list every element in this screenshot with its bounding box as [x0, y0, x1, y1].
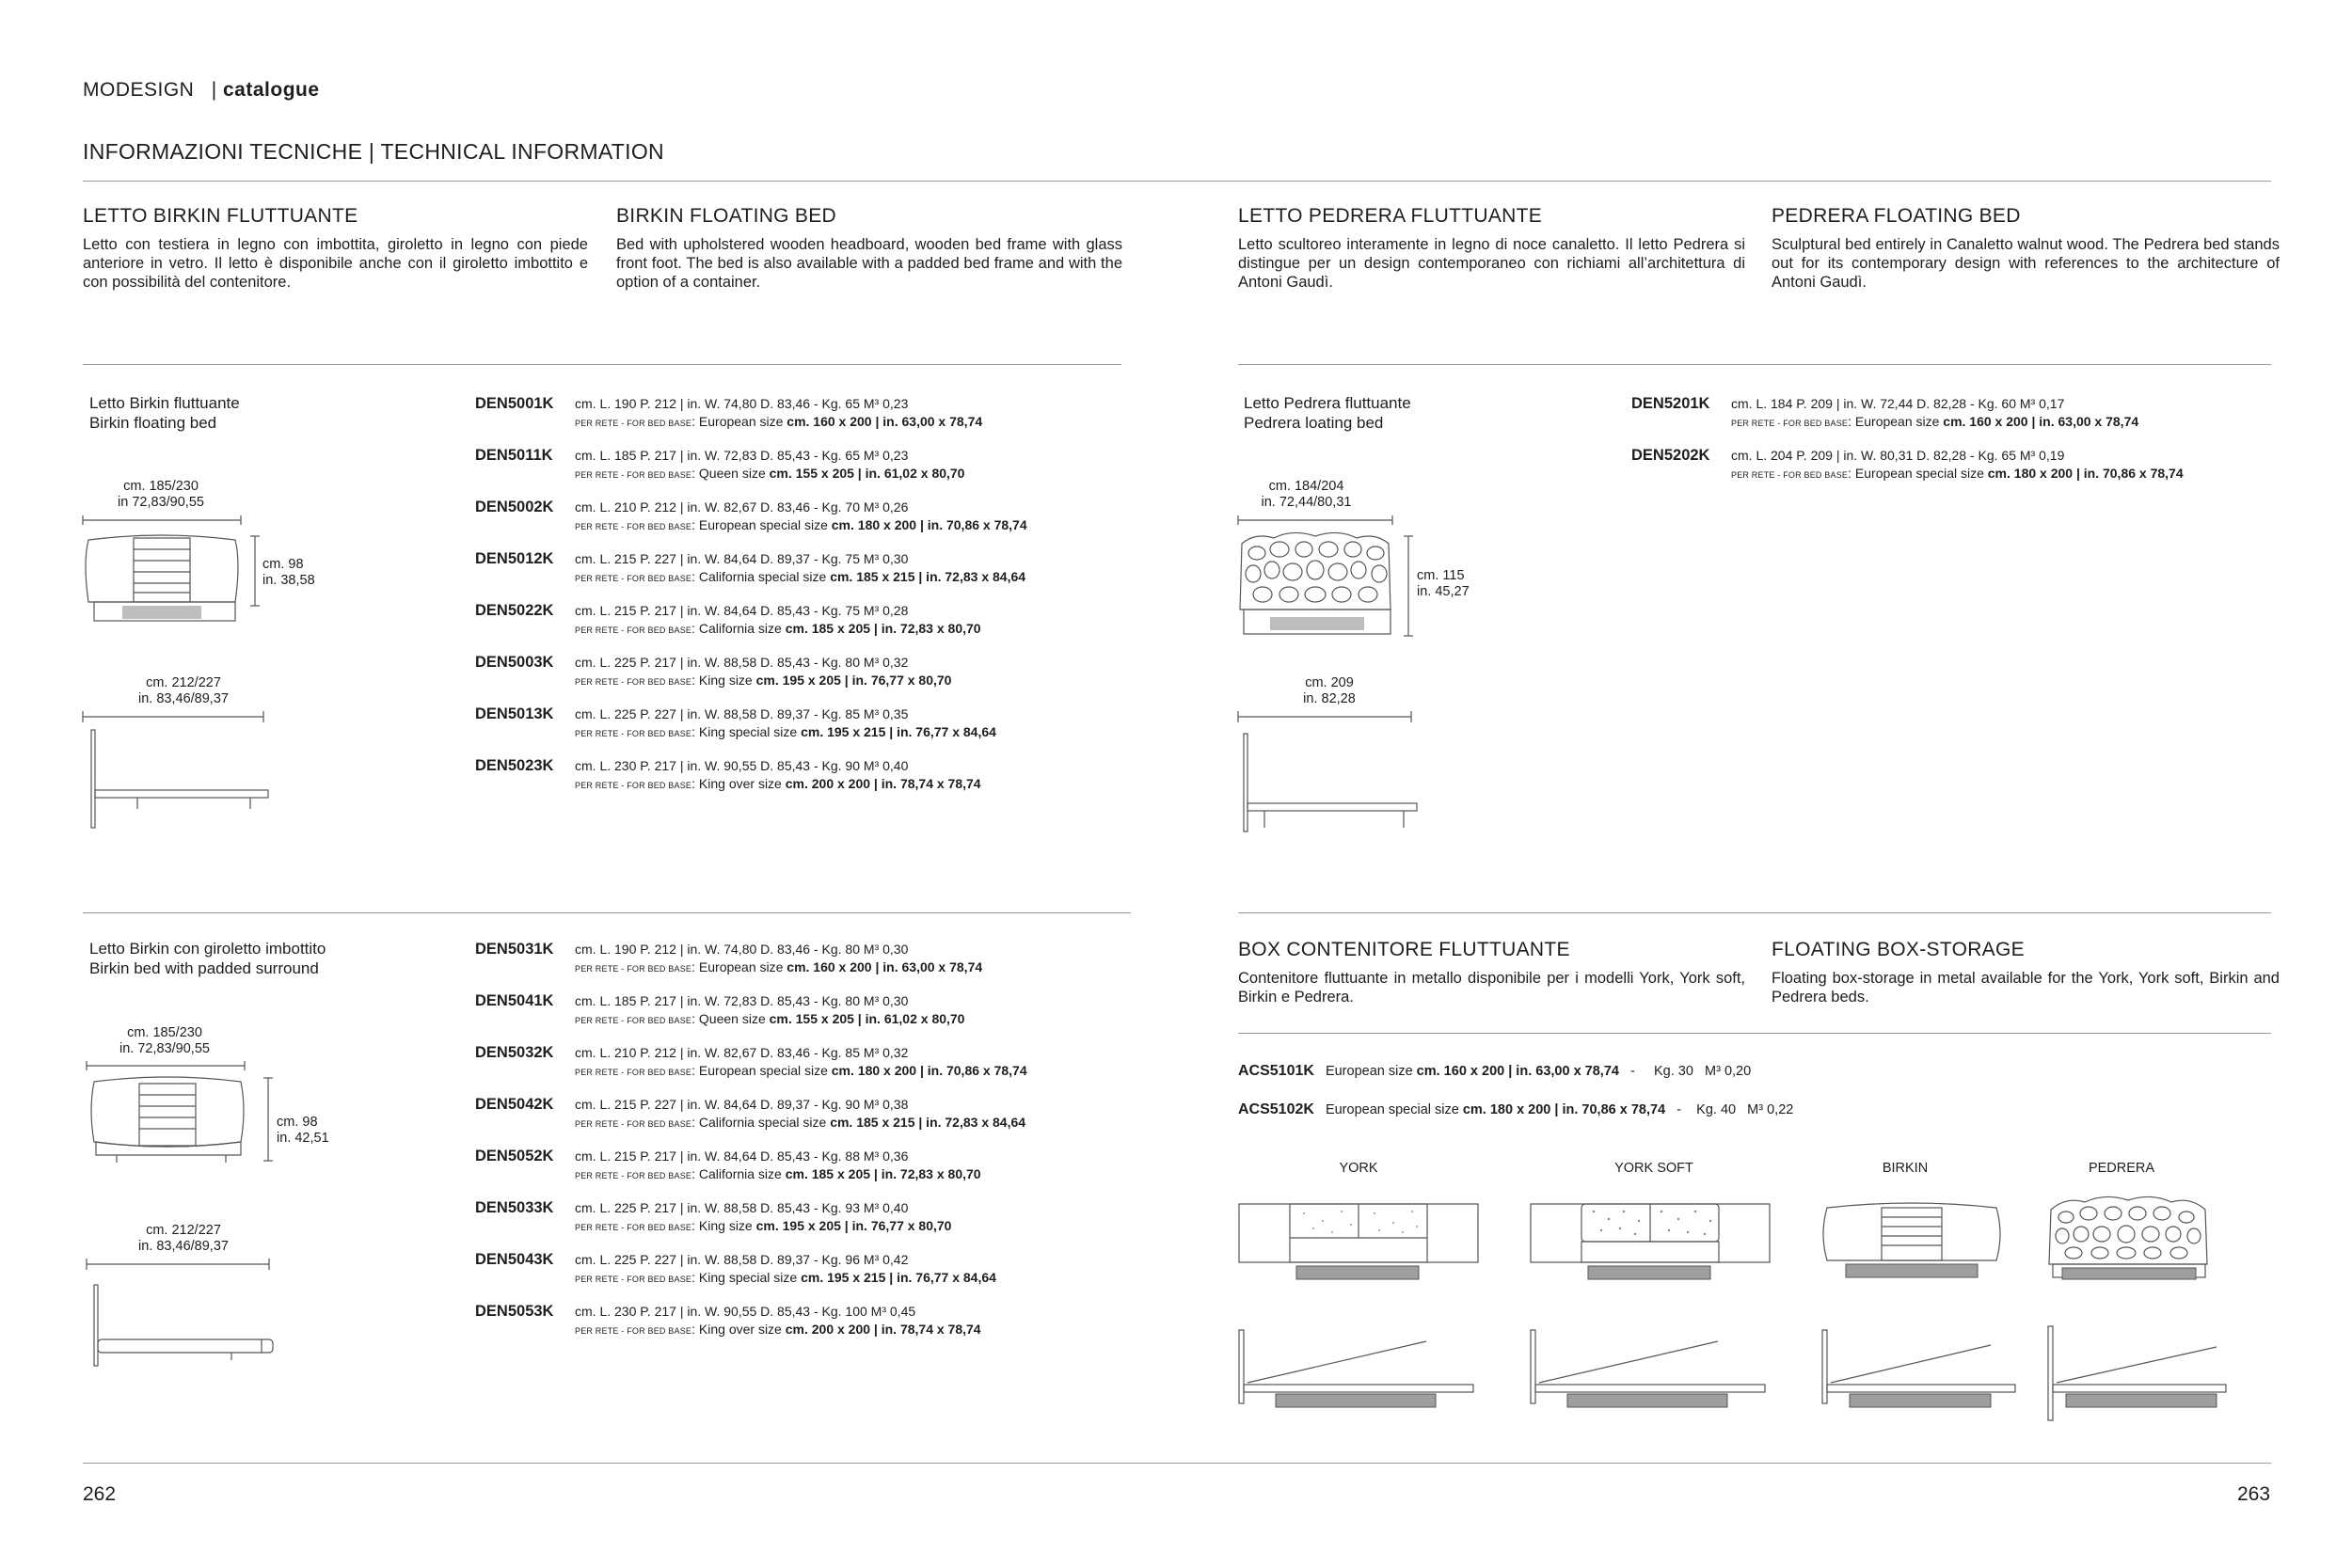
- spec-measures: cm. L. 225 P. 217 | in. W. 88,58 D. 85,43 - Kg. 80 M³ 0,32: [575, 655, 909, 670]
- york-soft-box-front-drawing: [1530, 1200, 1774, 1285]
- spec-bed-base: [575, 1063, 1027, 1078]
- brand-separator: |: [211, 79, 217, 101]
- spec-code: DEN5001K: [475, 395, 554, 412]
- bed-base-prefix: PER RETE - FOR BED BASE: [575, 781, 692, 790]
- bed-dims: cm. 160 x 200 | in. 63,00 x 78,74: [1943, 414, 2139, 429]
- bed-size: : King size: [691, 673, 756, 688]
- bed-dims: cm. 185 x 205 | in. 72,83 x 80,70: [785, 1166, 981, 1181]
- box-size: European size: [1325, 1064, 1417, 1079]
- bed-base-prefix: PER RETE - FOR BED BASE: [575, 964, 692, 974]
- box-code: ACS5102K: [1238, 1101, 1314, 1117]
- height-in: in. 38,58: [262, 573, 315, 588]
- spec-measures: cm. L. 230 P. 217 | in. W. 90,55 D. 85,43 - Kg. 100 M³ 0,45: [575, 1304, 916, 1319]
- width-in: in. 72,44/80,31: [1261, 495, 1352, 510]
- spec-code: DEN5201K: [1631, 395, 1710, 412]
- bed-dims: cm. 195 x 205 | in. 76,77 x 80,70: [755, 673, 952, 688]
- birkin-padded-label: [89, 939, 326, 978]
- spec-measures: cm. L. 215 P. 227 | in. W. 84,64 D. 89,37 - Kg. 75 M³ 0,30: [575, 551, 909, 566]
- birkin-title-en: BIRKIN FLOATING BED: [616, 205, 837, 227]
- spec-bed-base: [575, 517, 1027, 532]
- width-in: in 72,83/90,55: [118, 495, 204, 510]
- length-cm: cm. 212/227: [146, 675, 221, 690]
- length-in: in. 83,46/89,37: [138, 1239, 229, 1254]
- bed-size: : California special size: [691, 569, 831, 584]
- birkin-text-en: Bed with upholstered wooden headboard, wooden bed frame with glass front foot. The bed is also available with a padded bed frame and with the option of a container.: [616, 236, 1122, 291]
- spec-measures: cm. L. 190 P. 212 | in. W. 74,80 D. 83,46 - Kg. 80 M³ 0,30: [575, 942, 909, 957]
- birkin-box-front-drawing: [1821, 1200, 2010, 1285]
- spec-bed-base: [575, 466, 964, 481]
- pedrera-title-it: LETTO PEDRERA FLUTTUANTE: [1238, 205, 1543, 227]
- pedrera-box-side-drawing: [2047, 1326, 2235, 1420]
- bed-size: : European size: [1848, 414, 1944, 429]
- bed-size: : European size: [691, 414, 787, 429]
- bed-base-prefix: PER RETE - FOR BED BASE: [575, 1275, 692, 1284]
- length-in: in. 83,46/89,37: [138, 691, 229, 706]
- divider-birkin-top: [83, 364, 1121, 365]
- birkin-padded-side-drawing: [85, 1259, 292, 1371]
- page-number-left: 262: [83, 1483, 117, 1505]
- bed-base-prefix: PER RETE - FOR BED BASE: [575, 1223, 692, 1232]
- box-title-en: FLOATING BOX-STORAGE: [1772, 939, 2025, 960]
- box-spec-row: [1238, 1063, 1751, 1080]
- spec-measures: cm. L. 215 P. 217 | in. W. 84,64 D. 85,43 - Kg. 75 M³ 0,28: [575, 603, 909, 618]
- spec-measures: cm. L. 225 P. 227 | in. W. 88,58 D. 89,37 - Kg. 85 M³ 0,35: [575, 706, 909, 721]
- bed-dims: cm. 195 x 205 | in. 76,77 x 80,70: [755, 1218, 952, 1233]
- height-cm: cm. 98: [262, 557, 304, 572]
- spec-code: DEN5011K: [475, 447, 553, 464]
- bed-base-prefix: PER RETE - FOR BED BASE: [575, 677, 692, 687]
- pedrera-title-en: PEDRERA FLOATING BED: [1772, 205, 2021, 227]
- spec-code: DEN5202K: [1631, 447, 1710, 464]
- spec-code: DEN5002K: [475, 499, 554, 515]
- bed-dims: cm. 160 x 200 | in. 63,00 x 78,74: [787, 414, 983, 429]
- spec-measures: cm. L. 190 P. 212 | in. W. 74,80 D. 83,46 - Kg. 65 M³ 0,23: [575, 396, 909, 411]
- divider-pedrera-top: [1238, 364, 2271, 365]
- bed-size: : Queen size: [691, 466, 770, 481]
- bed-dims: cm. 185 x 205 | in. 72,83 x 80,70: [785, 621, 981, 636]
- brand-header: [83, 79, 320, 102]
- height-in: in. 42,51: [277, 1131, 329, 1146]
- bed-size: : King size: [691, 1218, 756, 1233]
- spec-measures: cm. L. 225 P. 227 | in. W. 88,58 D. 89,37 - Kg. 96 M³ 0,42: [575, 1252, 909, 1267]
- spec-bed-base: [575, 1115, 1025, 1130]
- box-dims: cm. 180 x 200 | in. 70,86 x 78,74: [1462, 1102, 1666, 1117]
- bed-dims: cm. 195 x 215 | in. 76,77 x 84,64: [801, 1270, 996, 1285]
- bed-base-prefix: PER RETE - FOR BED BASE: [575, 1119, 692, 1129]
- model-label-pedrera: PEDRERA: [2088, 1161, 2155, 1176]
- box-dims: cm. 160 x 200 | in. 63,00 x 78,74: [1416, 1064, 1619, 1079]
- spec-code: DEN5031K: [475, 941, 554, 958]
- bed-size: : King over size: [691, 1322, 786, 1337]
- bed-base-prefix: PER RETE - FOR BED BASE: [575, 522, 692, 531]
- bed-base-prefix: PER RETE - FOR BED BASE: [575, 419, 692, 428]
- width-cm: cm. 185/230: [127, 1025, 202, 1040]
- pedrera-floating-height: [1417, 568, 1470, 600]
- width-cm: cm. 184/204: [1268, 479, 1344, 494]
- bed-base-prefix: PER RETE - FOR BED BASE: [575, 1326, 692, 1336]
- bed-dims: cm. 200 x 200 | in. 78,74 x 78,74: [785, 776, 981, 791]
- bed-size: : European special size: [691, 517, 832, 532]
- spec-code: DEN5032K: [475, 1044, 554, 1061]
- bed-size: : European special size: [1848, 466, 1988, 481]
- birkin-padded-height: [277, 1115, 329, 1147]
- spec-measures: cm. L. 185 P. 217 | in. W. 72,83 D. 85,43 - Kg. 80 M³ 0,30: [575, 993, 909, 1008]
- bed-size: : King special size: [691, 1270, 802, 1285]
- spec-bed-base: [575, 673, 951, 688]
- bed-dims: cm. 200 x 200 | in. 78,74 x 78,74: [785, 1322, 981, 1337]
- spec-bed-base: [575, 1218, 951, 1233]
- birkin-floating-width: [81, 479, 241, 511]
- bed-base-prefix: PER RETE - FOR BED BASE: [575, 1171, 692, 1180]
- bed-size: : California special size: [691, 1115, 831, 1130]
- spec-bed-base: [575, 1166, 981, 1181]
- bed-dims: cm. 185 x 215 | in. 72,83 x 84,64: [830, 569, 1026, 584]
- spec-code: DEN5012K: [475, 550, 554, 567]
- bed-base-prefix: PER RETE - FOR BED BASE: [1731, 470, 1849, 480]
- spec-bed-base: [575, 1270, 996, 1285]
- birkin-title-it: LETTO BIRKIN FLUTTUANTE: [83, 205, 358, 227]
- york-soft-box-side-drawing: [1530, 1326, 1774, 1420]
- divider-box-specs: [1238, 1033, 2271, 1034]
- box-size: European special size: [1325, 1102, 1463, 1117]
- bed-size: : California size: [691, 621, 786, 636]
- pedrera-floating-label: [1244, 393, 1411, 433]
- bed-dims: cm. 180 x 200 | in. 70,86 x 78,74: [831, 1063, 1027, 1078]
- spec-code: DEN5041K: [475, 992, 554, 1009]
- width-cm: cm. 185/230: [123, 479, 199, 494]
- footer-divider: [83, 1463, 2271, 1464]
- spec-bed-base: [575, 569, 1025, 584]
- spec-measures: cm. L. 215 P. 227 | in. W. 84,64 D. 89,37 - Kg. 90 M³ 0,38: [575, 1097, 909, 1112]
- brand-name: MODESIGN: [83, 79, 195, 101]
- bed-base-prefix: PER RETE - FOR BED BASE: [575, 626, 692, 635]
- birkin-floating-label: [89, 393, 240, 433]
- divider-box: [1238, 912, 2271, 913]
- bed-dims: cm. 180 x 200 | in. 70,86 x 78,74: [831, 517, 1027, 532]
- spec-code: DEN5052K: [475, 1148, 554, 1164]
- bed-dims: cm. 195 x 215 | in. 76,77 x 84,64: [801, 724, 996, 739]
- birkin-floating-height: [262, 557, 315, 589]
- divider-birkin-padded: [83, 912, 1131, 913]
- spec-measures: cm. L. 230 P. 217 | in. W. 90,55 D. 85,43 - Kg. 90 M³ 0,40: [575, 758, 909, 773]
- bed-size: : King special size: [691, 724, 802, 739]
- bed-size: : Queen size: [691, 1011, 770, 1026]
- bed-size: : California size: [691, 1166, 786, 1181]
- page-number-right: 263: [2237, 1483, 2271, 1505]
- spec-code: DEN5022K: [475, 602, 554, 619]
- birkin-floating-side-drawing: [81, 711, 288, 833]
- model-label-york-soft: YORK SOFT: [1614, 1161, 1693, 1176]
- height-cm: cm. 98: [277, 1115, 318, 1130]
- pedrera-floating-label-it: Letto Pedrera fluttuante: [1244, 394, 1411, 412]
- spec-bed-base: [1731, 414, 2138, 429]
- pedrera-floating-label-en: Pedrera loating bed: [1244, 414, 1384, 432]
- model-label-birkin: BIRKIN: [1882, 1161, 1929, 1176]
- birkin-padded-length: [103, 1223, 263, 1255]
- box-weight: - Kg. 40 M³ 0,22: [1665, 1102, 1794, 1117]
- bed-base-prefix: PER RETE - FOR BED BASE: [1731, 419, 1849, 428]
- height-cm: cm. 115: [1417, 568, 1465, 583]
- birkin-floating-label-en: Birkin floating bed: [89, 414, 217, 432]
- length-in: in. 82,28: [1303, 691, 1356, 706]
- pedrera-floating-side-drawing: [1236, 711, 1424, 843]
- spec-measures: cm. L. 185 P. 217 | in. W. 72,83 D. 85,43 - Kg. 65 M³ 0,23: [575, 448, 909, 463]
- bed-base-prefix: PER RETE - FOR BED BASE: [575, 1016, 692, 1025]
- width-in: in. 72,83/90,55: [119, 1041, 210, 1056]
- spec-bed-base: [575, 621, 981, 636]
- birkin-padded-label-it: Letto Birkin con giroletto imbottito: [89, 940, 326, 958]
- bed-size: : King over size: [691, 776, 786, 791]
- pedrera-floating-length: [1287, 675, 1372, 707]
- bed-base-prefix: PER RETE - FOR BED BASE: [575, 729, 692, 738]
- length-cm: cm. 209: [1305, 675, 1354, 690]
- spec-code: DEN5013K: [475, 705, 554, 722]
- spec-bed-base: [575, 959, 982, 974]
- bed-dims: cm. 155 x 205 | in. 61,02 x 80,70: [769, 466, 965, 481]
- birkin-floating-label-it: Letto Birkin fluttuante: [89, 394, 240, 412]
- bed-dims: cm. 155 x 205 | in. 61,02 x 80,70: [769, 1011, 965, 1026]
- bed-base-prefix: PER RETE - FOR BED BASE: [575, 1068, 692, 1077]
- york-box-front-drawing: [1238, 1200, 1483, 1285]
- height-in: in. 45,27: [1417, 584, 1470, 599]
- bed-dims: cm. 160 x 200 | in. 63,00 x 78,74: [787, 959, 983, 974]
- brand-catalogue: catalogue: [223, 79, 320, 101]
- bed-dims: cm. 185 x 215 | in. 72,83 x 84,64: [830, 1115, 1026, 1130]
- bed-base-prefix: PER RETE - FOR BED BASE: [575, 470, 692, 480]
- box-spec-row: [1238, 1101, 1793, 1118]
- spec-measures: cm. L. 215 P. 217 | in. W. 84,64 D. 85,43 - Kg. 88 M³ 0,36: [575, 1148, 909, 1164]
- york-box-side-drawing: [1238, 1326, 1483, 1420]
- birkin-floating-front-drawing: [81, 515, 269, 628]
- birkin-padded-label-en: Birkin bed with padded surround: [89, 959, 319, 977]
- length-cm: cm. 212/227: [146, 1223, 221, 1238]
- bed-dims: cm. 180 x 200 | in. 70,86 x 78,74: [1987, 466, 2184, 481]
- birkin-padded-width: [85, 1025, 245, 1057]
- spec-bed-base: [575, 724, 996, 739]
- spec-code: DEN5033K: [475, 1199, 554, 1216]
- spec-measures: cm. L. 225 P. 217 | in. W. 88,58 D. 85,43 - Kg. 93 M³ 0,40: [575, 1200, 909, 1215]
- box-text-en: Floating box-storage in metal available for the York, York soft, Birkin and Pedrera beds.: [1772, 970, 2280, 1006]
- birkin-floating-length: [103, 675, 263, 707]
- box-title-it: BOX CONTENITORE FLUTTUANTE: [1238, 939, 1570, 960]
- pedrera-floating-width: [1229, 479, 1384, 511]
- box-weight: - Kg. 30 M³ 0,20: [1618, 1064, 1752, 1079]
- spec-code: DEN5043K: [475, 1251, 554, 1268]
- spec-code: DEN5053K: [475, 1303, 554, 1320]
- spec-measures: cm. L. 210 P. 212 | in. W. 82,67 D. 83,46 - Kg. 70 M³ 0,26: [575, 499, 909, 515]
- spec-bed-base: [575, 1322, 981, 1337]
- spec-bed-base: [575, 414, 982, 429]
- model-label-york: YORK: [1339, 1161, 1378, 1176]
- bed-size: : European size: [691, 959, 787, 974]
- bed-base-prefix: PER RETE - FOR BED BASE: [575, 574, 692, 583]
- pedrera-floating-front-drawing: [1236, 515, 1424, 647]
- pedrera-text-it: Letto scultoreo interamente in legno di noce canaletto. Il letto Pedrera si distingue per un design contemporaneo con richiami all’architettura di Antoni Gaudì.: [1238, 236, 1745, 291]
- birkin-padded-front-drawing: [85, 1061, 282, 1174]
- spec-bed-base: [575, 776, 981, 791]
- box-text-it: Contenitore fluttuante in metallo disponibile per i modelli York, York soft, Birkin e Pedrera.: [1238, 970, 1745, 1006]
- spec-measures: cm. L. 204 P. 209 | in. W. 80,31 D. 82,28 - Kg. 65 M³ 0,19: [1731, 448, 2065, 463]
- pedrera-text-en: Sculptural bed entirely in Canaletto walnut wood. The Pedrera bed stands out for its contemporary design with references to the architecture of Antoni Gaudì.: [1772, 236, 2280, 291]
- spec-bed-base: [575, 1011, 964, 1026]
- bed-size: : European special size: [691, 1063, 832, 1078]
- spec-bed-base: [1731, 466, 2184, 481]
- page-title: INFORMAZIONI TECNICHE | TECHNICAL INFORMATION: [83, 139, 664, 164]
- birkin-box-side-drawing: [1821, 1326, 2028, 1420]
- pedrera-box-front-drawing: [2047, 1189, 2235, 1292]
- birkin-text-it: Letto con testiera in legno con imbottita, giroletto in legno con piede anteriore in vetro. Il letto è disponibile anche con il giroletto imbottito e con possibilità del contenitore.: [83, 236, 588, 291]
- spec-code: DEN5023K: [475, 757, 554, 774]
- box-code: ACS5101K: [1238, 1063, 1314, 1079]
- spec-code: DEN5003K: [475, 654, 554, 671]
- spec-measures: cm. L. 210 P. 212 | in. W. 82,67 D. 83,46 - Kg. 85 M³ 0,32: [575, 1045, 909, 1060]
- header-divider: [83, 181, 2271, 182]
- spec-measures: cm. L. 184 P. 209 | in. W. 72,44 D. 82,28 - Kg. 60 M³ 0,17: [1731, 396, 2065, 411]
- spec-code: DEN5042K: [475, 1096, 554, 1113]
